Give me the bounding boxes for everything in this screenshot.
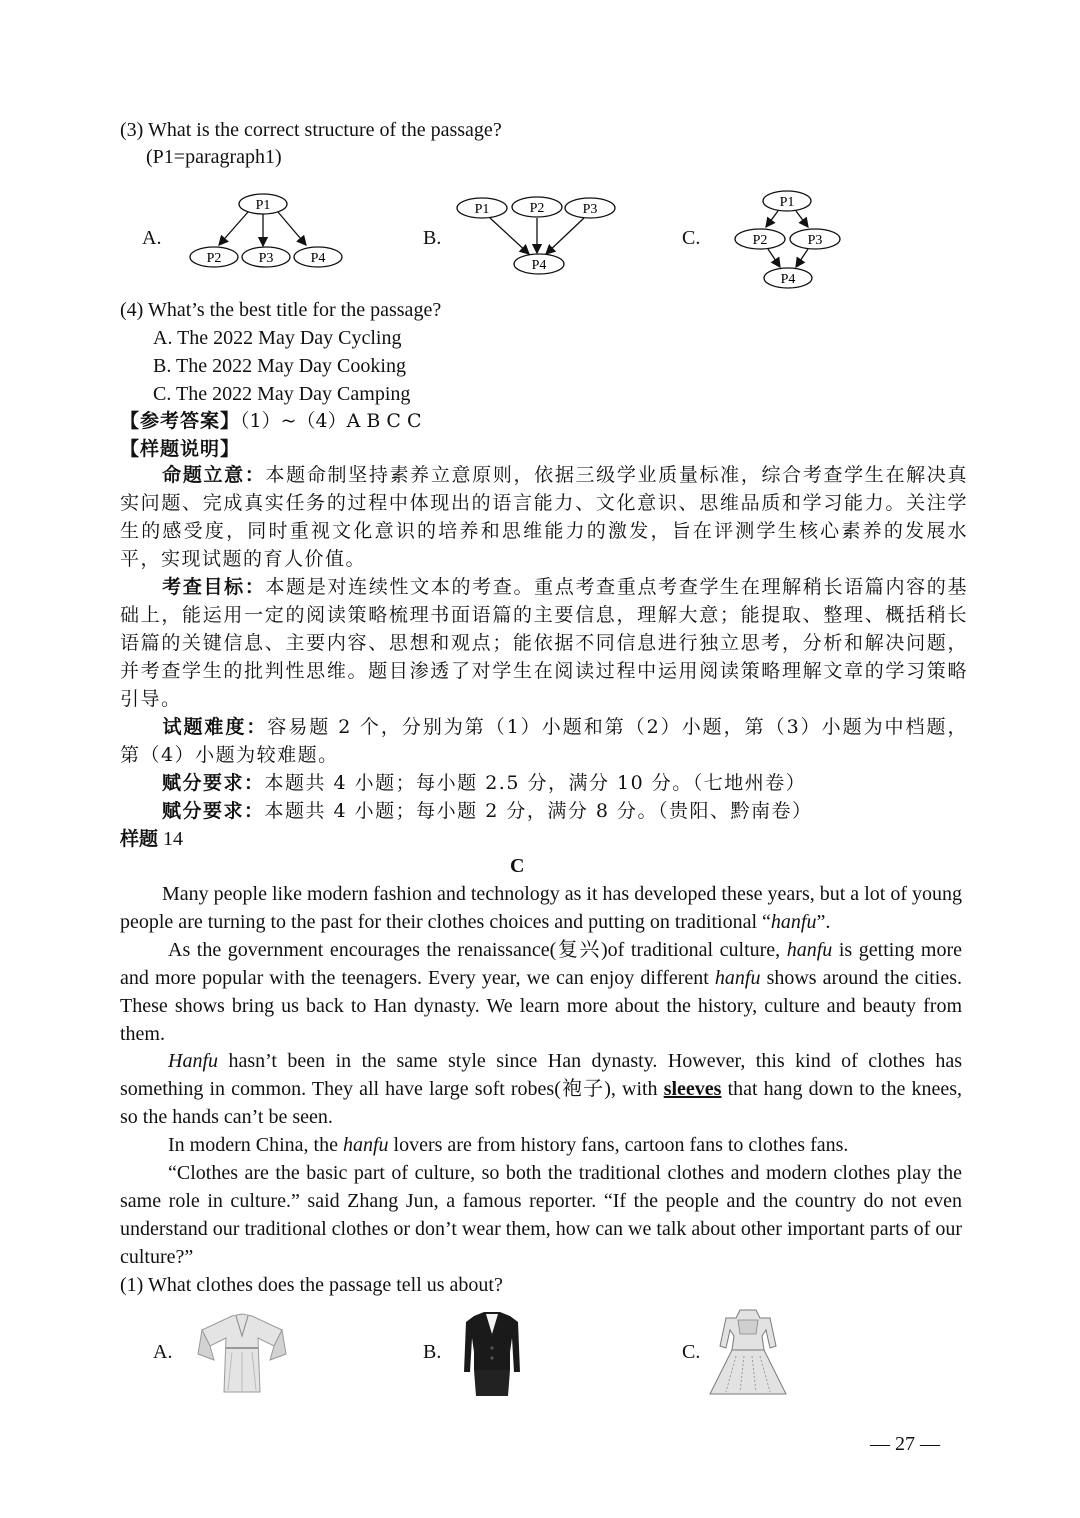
diagram-a-node-p3: P3 — [258, 251, 274, 266]
passage-p2-hanfu-1: hanfu — [786, 939, 833, 961]
answer-label: 【参考答案】 — [120, 410, 241, 432]
score2-label: 赋分要求： — [162, 800, 265, 822]
hanfu-robe-image — [196, 1306, 288, 1396]
diagram-b-node-p3: P3 — [582, 202, 598, 217]
western-gown-image — [706, 1306, 790, 1396]
goal-paragraph — [120, 573, 968, 713]
passage-p2-text-b: is getting more and more popular with the teenagers. Every year, we can enjoy different — [120, 939, 962, 989]
sample-title-cn: 样题 — [120, 828, 159, 850]
passage-p2-text-a: As the government encourages the renaissance(复兴)of traditional culture, — [168, 939, 787, 961]
q3-option-c-diagram — [730, 188, 846, 292]
q3-option-a-diagram — [186, 190, 348, 272]
passage-p4 — [120, 1131, 962, 1159]
difficulty-label: 试题难度： — [162, 716, 268, 738]
sample-title-num: 14 — [163, 828, 184, 850]
passage-p5-text: “Clothes are the basic part of culture, so both the traditional clothes and modern clothes play the same role in culture.” said Zhang Jun, a famous reporter. “If the people and the country do not even understand our traditional clothes or don’t wear them, how can we talk about other important parts of our culture?” — [120, 1162, 962, 1268]
explain-label: 【样题说明】 — [120, 438, 241, 460]
goal-text: 本题是对连续性文本的考查。重点考查重点考查学生在理解稍长语篇内容的基础上，能运用一定的阅读策略梳理书面语篇的主要信息，理解大意；能提取、整理、概括稍长语篇的关键信息、主要内容、思想和观点；能依据不同信息进行独立思考，分析和解决问题，并考查学生的批判性思维。题目渗透了对学生在阅读过程中运用阅读策略理解文章的学习策略引导。 — [120, 576, 968, 710]
diagram-b-node-p4: P4 — [531, 258, 547, 273]
passage-p5 — [120, 1159, 962, 1271]
diagram-a-node-p2: P2 — [206, 251, 222, 266]
page-number: — 27 — — [870, 1433, 940, 1455]
diagram-b-node-p1: P1 — [474, 202, 490, 217]
score1-text: 本题共 4 小题；每小题 2.5 分，满分 10 分。（七地州卷） — [264, 772, 807, 794]
q4-option-c: C. The 2022 May Day Camping — [153, 383, 411, 405]
diagram-a-node-p4: P4 — [310, 251, 326, 266]
q3-option-b-diagram — [452, 192, 618, 276]
passage-p1-text-b: ”. — [816, 911, 831, 933]
q4-question: (4) What’s the best title for the passage? — [120, 299, 442, 321]
q1-question: (1) What clothes does the passage tell us about? — [120, 1274, 503, 1296]
intent-paragraph — [120, 461, 968, 573]
q3-option-a-letter: A. — [142, 227, 162, 249]
diagram-c-node-p2: P2 — [752, 233, 768, 248]
q1-option-a-letter: A. — [153, 1341, 173, 1363]
passage-p1 — [120, 880, 962, 936]
passage-p3 — [120, 1047, 962, 1131]
q3-option-c-letter: C. — [682, 227, 701, 249]
passage-p1-text-a: Many people like modern fashion and technology as it has developed these years, but a lot of young people are turning to the past for their clothes choices and putting on traditional “ — [120, 883, 962, 933]
score1-label: 赋分要求： — [162, 772, 265, 794]
passage-p3-text-b: that hang down to the knees, so the hands can’t be seen. — [120, 1078, 962, 1128]
answer-line — [120, 407, 422, 435]
score2-text: 本题共 4 小题；每小题 2 分，满分 8 分。（贵阳、黔南卷） — [264, 800, 813, 822]
diagram-c-node-p4: P4 — [780, 272, 796, 287]
passage-p4-hanfu: hanfu — [342, 1134, 389, 1156]
q1-option-c-letter: C. — [682, 1341, 701, 1363]
q4-option-a: A. The 2022 May Day Cycling — [153, 327, 402, 349]
sample-title — [120, 825, 183, 853]
passage-p2-hanfu-2: hanfu — [714, 967, 761, 989]
intent-text: 本题命制坚持素养立意原则，依据三级学业质量标准，综合考查学生在解决真实问题、完成真实任务的过程中体现出的语言能力、文化意识、思维品质和学习能力。关注学生的感受度，同时重视文化意识的培养和思维能力的激发，旨在评测学生核心素养的发展水平，实现试题的育人价值。 — [120, 464, 968, 570]
diagram-c-node-p3: P3 — [807, 233, 823, 248]
score1-paragraph — [120, 769, 968, 797]
passage-p3-hanfu: Hanfu — [168, 1050, 218, 1072]
passage-p2 — [120, 936, 962, 1048]
intent-label: 命题立意： — [162, 464, 266, 486]
difficulty-text: 容易题 2 个，分别为第（1）小题和第（2）小题，第（3）小题为中档题，第（4）小题为较难题。 — [120, 716, 968, 766]
goal-label: 考查目标： — [162, 576, 266, 598]
passage-p4-text-a: In modern China, the — [168, 1134, 343, 1156]
answer-text: （1）~（4）A B C C — [240, 410, 422, 432]
business-suit-image — [462, 1308, 522, 1398]
diagram-a-node-p1: P1 — [255, 198, 271, 213]
score2-paragraph — [120, 797, 968, 825]
passage-p3-text-a: hasn’t been in the same style since Han dynasty. However, this kind of clothes has something in common. They all have large soft robes(袍子), with — [120, 1050, 962, 1100]
q3-note: (P1=paragraph1) — [146, 146, 282, 168]
diagram-b-node-p2: P2 — [529, 201, 545, 216]
q4-option-b: B. The 2022 May Day Cooking — [153, 355, 406, 377]
difficulty-paragraph — [120, 713, 968, 769]
passage-p2-text-c: shows around the cities. These shows bring us back to Han dynasty. We learn more about the history, culture and beauty from them. — [120, 967, 962, 1045]
q3-question: (3) What is the correct structure of the passage? — [120, 119, 502, 141]
section-letter: C — [510, 855, 525, 877]
q3-option-b-letter: B. — [423, 227, 442, 249]
q1-option-b-letter: B. — [423, 1341, 442, 1363]
passage-p1-hanfu: hanfu — [770, 911, 817, 933]
diagram-c-node-p1: P1 — [779, 195, 795, 210]
passage-p4-text-b: lovers are from history fans, cartoon fans to clothes fans. — [388, 1134, 849, 1156]
passage-p3-sleeves: sleeves — [663, 1078, 722, 1100]
